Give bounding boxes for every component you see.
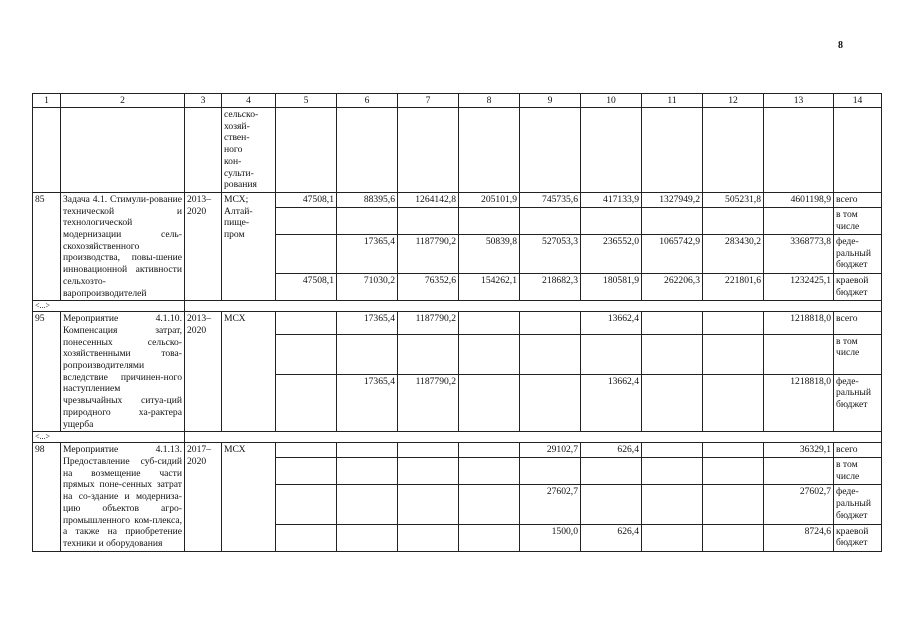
header-cell: 5 — [276, 94, 337, 108]
value-cell: 1218818,0 — [764, 374, 834, 432]
value-cell: 236552,0 — [581, 235, 642, 274]
value-cell: 1218818,0 — [764, 312, 834, 334]
table-cell — [642, 108, 703, 193]
value-cell — [764, 208, 834, 235]
ellipsis-mark: <...> — [33, 301, 185, 312]
table-row — [33, 192, 882, 207]
value-cell — [276, 524, 337, 551]
period: 2013– 2020 — [185, 192, 222, 300]
value-cell — [703, 485, 764, 524]
value-cell: 417133,9 — [581, 192, 642, 207]
table-cell — [276, 108, 337, 193]
ellipsis-row — [33, 432, 882, 443]
source-label: краевой бюджет — [834, 274, 882, 301]
value-cell — [459, 374, 520, 432]
value-cell: 71030,2 — [337, 274, 398, 301]
header-cell: 14 — [834, 94, 882, 108]
value-cell: 283430,2 — [703, 235, 764, 274]
table-row — [33, 312, 882, 334]
value-cell — [581, 208, 642, 235]
value-cell — [703, 334, 764, 374]
value-cell — [337, 208, 398, 235]
value-cell: 47508,1 — [276, 192, 337, 207]
table-cell — [581, 108, 642, 193]
page-number: 8 — [838, 40, 843, 51]
source-label: краевой бюджет — [834, 524, 882, 551]
value-cell — [276, 458, 337, 485]
header-cell: 2 — [61, 94, 185, 108]
header-cell: 10 — [581, 94, 642, 108]
value-cell — [459, 312, 520, 334]
table-cell — [337, 108, 398, 193]
value-cell: 505231,8 — [703, 192, 764, 207]
table-cell — [459, 108, 520, 193]
value-cell — [398, 443, 459, 458]
value-cell — [642, 524, 703, 551]
value-cell — [276, 374, 337, 432]
header-cell: 11 — [642, 94, 703, 108]
value-cell — [459, 524, 520, 551]
value-cell: 36329,1 — [764, 443, 834, 458]
value-cell — [703, 312, 764, 334]
value-cell — [520, 334, 581, 374]
value-cell — [459, 208, 520, 235]
period: 2017– 2020 — [185, 443, 222, 551]
value-cell — [642, 334, 703, 374]
value-cell: 1232425,1 — [764, 274, 834, 301]
ellipsis-row — [33, 301, 882, 312]
value-cell — [642, 458, 703, 485]
value-cell: 13662,4 — [581, 312, 642, 334]
row-number: 85 — [33, 192, 61, 300]
value-cell: 27602,7 — [520, 485, 581, 524]
value-cell: 1187790,2 — [398, 235, 459, 274]
source-label: феде- ральный бюджет — [834, 374, 882, 432]
source-label: в том числе — [834, 334, 882, 374]
value-cell: 218682,3 — [520, 274, 581, 301]
value-cell — [398, 458, 459, 485]
header-cell: 3 — [185, 94, 222, 108]
value-cell: 1327949,2 — [642, 192, 703, 207]
budget-table — [32, 93, 882, 552]
header-cell: 9 — [520, 94, 581, 108]
value-cell — [276, 208, 337, 235]
value-cell: 154262,1 — [459, 274, 520, 301]
value-cell: 3368773,8 — [764, 235, 834, 274]
value-cell: 17365,4 — [337, 374, 398, 432]
ellipsis-mark: <...> — [33, 432, 185, 443]
row-number: 95 — [33, 312, 61, 432]
value-cell: 88395,6 — [337, 192, 398, 207]
table-cell — [61, 108, 185, 193]
value-cell — [642, 485, 703, 524]
executor: МСХ — [222, 443, 276, 551]
value-cell — [276, 334, 337, 374]
value-cell — [398, 334, 459, 374]
value-cell — [520, 458, 581, 485]
value-cell — [459, 458, 520, 485]
header-cell: 7 — [398, 94, 459, 108]
header-cell: 4 — [222, 94, 276, 108]
value-cell — [581, 458, 642, 485]
table-cell — [185, 301, 882, 312]
value-cell: 17365,4 — [337, 235, 398, 274]
table-cell — [703, 108, 764, 193]
measure-name: Мероприятие 4.1.13. Предоставление суб-сидий на возмещение части прямых поне-сенных затрат на со-здание и модерниза-цию объектов агро-промышленного ком-плекса, а также на приобретение техники и оборудования — [61, 443, 185, 551]
value-cell — [703, 374, 764, 432]
header-cell: 8 — [459, 94, 520, 108]
value-cell: 27602,7 — [764, 485, 834, 524]
executor: МСХ; Алтай- пище- пром — [222, 192, 276, 300]
source-label: всего — [834, 312, 882, 334]
value-cell — [398, 485, 459, 524]
value-cell — [642, 443, 703, 458]
value-cell: 745735,6 — [520, 192, 581, 207]
table-cell — [185, 432, 882, 443]
header-cell: 12 — [703, 94, 764, 108]
header-cell: 1 — [33, 94, 61, 108]
header-cell: 6 — [337, 94, 398, 108]
source-label: феде- ральный бюджет — [834, 235, 882, 274]
value-cell: 1500,0 — [520, 524, 581, 551]
value-cell: 1264142,8 — [398, 192, 459, 207]
value-cell: 626,4 — [581, 443, 642, 458]
value-cell — [276, 443, 337, 458]
value-cell — [337, 334, 398, 374]
value-cell: 221801,6 — [703, 274, 764, 301]
value-cell: 17365,4 — [337, 312, 398, 334]
value-cell: 4601198,9 — [764, 192, 834, 207]
value-cell — [459, 334, 520, 374]
value-cell — [337, 458, 398, 485]
value-cell — [459, 485, 520, 524]
continuation-row — [33, 108, 882, 193]
value-cell — [398, 208, 459, 235]
value-cell — [459, 443, 520, 458]
value-cell: 29102,7 — [520, 443, 581, 458]
value-cell: 50839,8 — [459, 235, 520, 274]
header-row — [33, 94, 882, 108]
value-cell — [520, 208, 581, 235]
table-cell — [185, 108, 222, 193]
table-cell — [33, 108, 61, 193]
value-cell — [764, 458, 834, 485]
value-cell — [581, 485, 642, 524]
value-cell — [398, 524, 459, 551]
value-cell: 180581,9 — [581, 274, 642, 301]
value-cell: 76352,6 — [398, 274, 459, 301]
value-cell — [337, 443, 398, 458]
value-cell — [520, 374, 581, 432]
measure-name: Задача 4.1. Стимули-рование технической и технологической модернизации сель-скохозяйственного производства, повы-шение инновационной активности сельхозто-варопроизводителей — [61, 192, 185, 300]
source-label: всего — [834, 443, 882, 458]
value-cell — [276, 312, 337, 334]
period: 2013– 2020 — [185, 312, 222, 432]
value-cell — [703, 524, 764, 551]
table-row — [33, 443, 882, 458]
value-cell: 8724,6 — [764, 524, 834, 551]
value-cell — [642, 208, 703, 235]
source-label: всего — [834, 192, 882, 207]
row-number: 98 — [33, 443, 61, 551]
source-label: в том числе — [834, 208, 882, 235]
value-cell — [337, 524, 398, 551]
value-cell — [764, 334, 834, 374]
value-cell: 205101,9 — [459, 192, 520, 207]
value-cell: 527053,3 — [520, 235, 581, 274]
table-cell — [398, 108, 459, 193]
value-cell: 1187790,2 — [398, 374, 459, 432]
value-cell — [276, 485, 337, 524]
table-cell — [520, 108, 581, 193]
value-cell: 262206,3 — [642, 274, 703, 301]
table-cell — [764, 108, 834, 193]
measure-name: Мероприятие 4.1.10. Компенсация затрат, понесенных сельско-хозяйственными това-ропроизводителями вследствие причинен-ного наступлением чрезвычайных ситуа-ций природного ха-рактера ущерба — [61, 312, 185, 432]
table-cell — [834, 108, 882, 193]
source-label: в том числе — [834, 458, 882, 485]
executor: МСХ — [222, 312, 276, 432]
value-cell: 47508,1 — [276, 274, 337, 301]
value-cell — [276, 235, 337, 274]
value-cell — [337, 485, 398, 524]
value-cell: 1187790,2 — [398, 312, 459, 334]
value-cell: 13662,4 — [581, 374, 642, 432]
value-cell: 1065742,9 — [642, 235, 703, 274]
header-cell: 13 — [764, 94, 834, 108]
value-cell — [703, 443, 764, 458]
value-cell — [703, 458, 764, 485]
value-cell: 626,4 — [581, 524, 642, 551]
value-cell — [520, 312, 581, 334]
value-cell — [642, 374, 703, 432]
value-cell — [581, 334, 642, 374]
value-cell — [703, 208, 764, 235]
value-cell — [642, 312, 703, 334]
table-cell: сельско- хозяй- ствен- ного кон- сульти- рования — [222, 108, 276, 193]
table-body — [33, 94, 882, 552]
source-label: феде- ральный бюджет — [834, 485, 882, 524]
